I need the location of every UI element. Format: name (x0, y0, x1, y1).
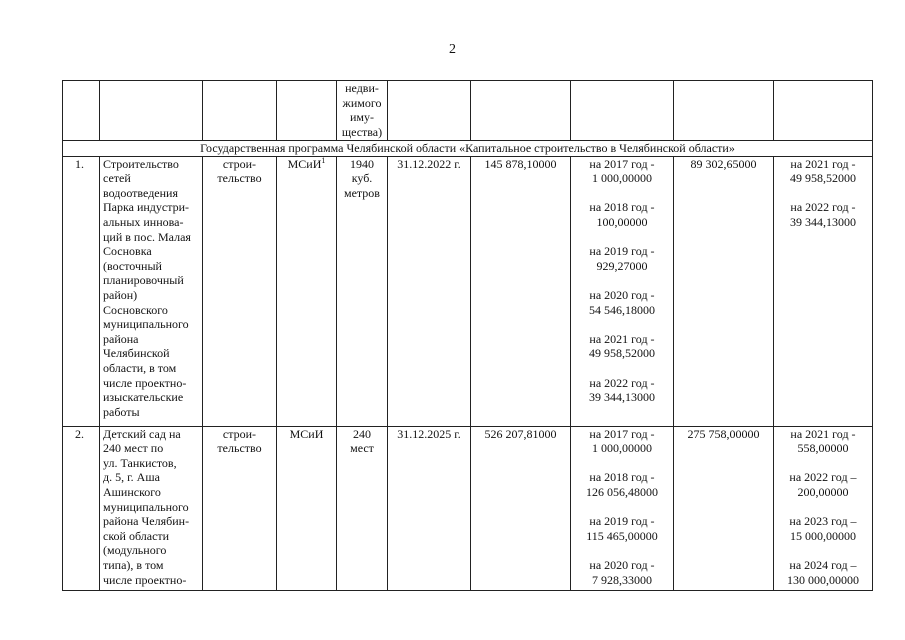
planned-funding: на 2021 год - 49 958,52000 на 2022 год - 39 344,13000 (774, 156, 873, 426)
completion-date: 31.12.2022 г. (388, 156, 471, 426)
program-title-row (63, 141, 873, 157)
row-number: 2. (63, 426, 100, 590)
header-cell (388, 81, 471, 141)
planned-funding: на 2021 год - 558,00000 на 2022 год – 200,00000 на 2023 год – 15 000,00000 на 2024 год – 130 000,00000 (774, 426, 873, 590)
funding-by-year: на 2017 год - 1 000,00000 на 2018 год - 100,00000 на 2019 год - 929,27000 на 2020 год - 54 546,18000 на 2021 год - 49 958,52000 на 2022 год - 39 344,13000 (571, 156, 674, 426)
header-cell (203, 81, 277, 141)
table-row (63, 426, 873, 590)
capacity: 240 мест (337, 426, 388, 590)
remaining-amount: 89 302,65000 (674, 156, 774, 426)
object-name: Детский сад на 240 мест по ул. Танкистов, д. 5, г. Аша Ашинского муниципального района Челябин- ской области (модульного типа), в том числе проектно- (100, 426, 203, 590)
capacity: 1940 куб. метров (337, 156, 388, 426)
row-number: 1. (63, 156, 100, 426)
estimated-cost: 526 207,81000 (471, 426, 571, 590)
remaining-amount: 275 758,00000 (674, 426, 774, 590)
header-cell (100, 81, 203, 141)
completion-date: 31.12.2025 г. (388, 426, 471, 590)
table-row (63, 156, 873, 426)
header-cell-property: недви- жимого иму- щества) (337, 81, 388, 141)
object-table (62, 80, 873, 591)
estimated-cost: 145 878,10000 (471, 156, 571, 426)
object-name: Строительство сетей водоотведения Парка индустри- альных иннова- ций в пос. Малая Сосновка (восточный планировочный район) Сосновского муниципального района Челябинской области, в том числе проектно- изыскательские работы (100, 156, 203, 426)
funding-by-year: на 2017 год - 1 000,00000 на 2018 год - 126 056,48000 на 2019 год - 115 465,00000 на 2020 год - 7 928,33000 (571, 426, 674, 590)
header-cell (674, 81, 774, 141)
customer: МСиИ$^1$ (277, 156, 337, 426)
header-cell (471, 81, 571, 141)
header-cell (277, 81, 337, 141)
header-cell (63, 81, 100, 141)
header-cell (571, 81, 674, 141)
customer: МСиИ (277, 426, 337, 590)
work-type: строи- тельство (203, 426, 277, 590)
table-header-continuation-row (63, 81, 873, 141)
header-cell (774, 81, 873, 141)
page-number: 2 (449, 42, 456, 57)
work-type: строи- тельство (203, 156, 277, 426)
footnote-mark: 1 (321, 156, 326, 165)
program-title: Государственная программа Челябинской области «Капитальное строительство в Челябинской области» (63, 141, 873, 157)
